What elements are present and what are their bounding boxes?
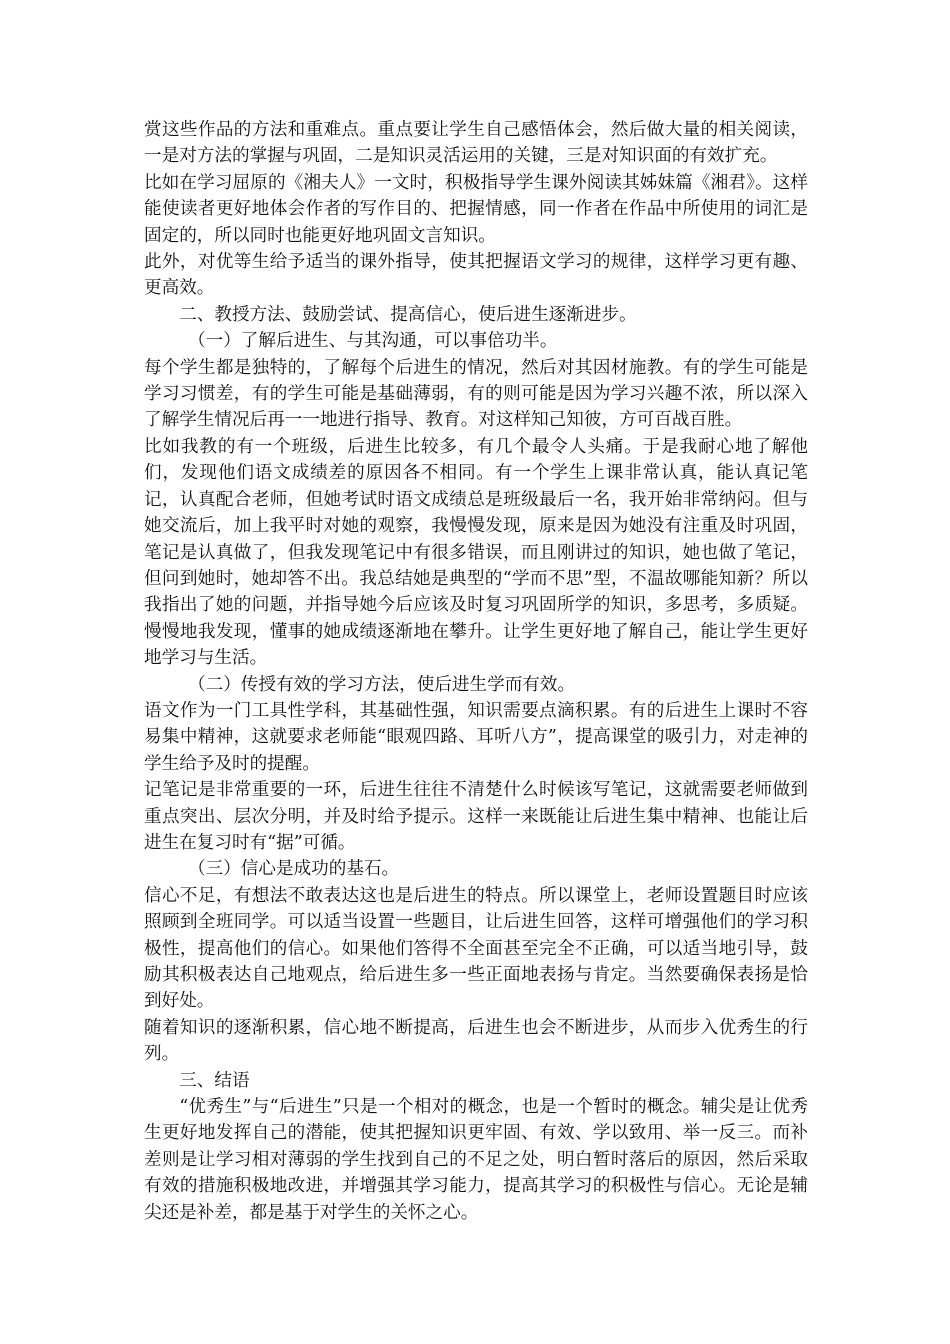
body-paragraph: 随着知识的逐渐积累，信心地不断提高，后进生也会不断进步，从而步入优秀生的行列。: [144, 1017, 808, 1065]
document-body: [144, 117, 808, 1226]
conclusion-paragraph: “优秀生”与“后进生”只是一个相对的概念，也是一个暂时的概念。辅尖是让优秀生更好地发挥自己的潜能，使其把握知识更牢固、有效、学以致用、举一反三。而补差则是让学习相对薄弱的学生找到自己的不足之处，明白暂时落后的原因，然后采取有效的措施积极地改进，并增强其学习能力，提高其学习的积极性与信心。无论是辅尖还是补差，都是基于对学生的关怀之心。: [144, 1097, 808, 1223]
subsection-heading: （一）了解后进生、与其沟通，可以事倍功半。: [188, 331, 558, 352]
body-paragraph: 每个学生都是独特的，了解每个后进生的情况，然后对其因材施教。有的学生可能是学习习惯差，有的学生可能是基础薄弱，有的则可能是因为学习兴趣不浓，所以深入了解学生情况后再一一地进行指导、教育。对这样知己知彼，方可百战百胜。: [144, 357, 808, 431]
section-heading: 三、结语: [179, 1070, 250, 1091]
body-paragraph: 比如我教的有一个班级，后进生比较多，有几个最令人头痛。于是我耐心地了解他们，发现他们语文成绩差的原因各不相同。有一个学生上课非常认真，能认真记笔记，认真配合老师，但她考试时语文成绩总是班级最后一名，我开始非常纳闷。但与她交流后，加上我平时对她的观察，我慢慢发现，原来是因为她没有注重及时巩固，笔记是认真做了，但我发现笔记中有很多错误，而且刚讲过的知识，她也做了笔记，但问到她时，她却答不出。我总结她是典型的“学而不思”型，不温故哪能知新？所以我指出了她的问题，并指导她今后应该及时复习巩固所学的知识，多思考，多质疑。慢慢地我发现，懂事的她成绩逐渐地在攀升。让学生更好地了解自己，能让学生更好地学习与生活。: [144, 436, 808, 669]
body-paragraph: 赏这些作品的方法和重难点。重点要让学生自己感悟体会，然后做大量的相关阅读，一是对方法的掌握与巩固，二是知识灵活运用的关键，三是对知识面的有效扩充。: [144, 120, 808, 167]
subsection-heading: （二）传授有效的学习方法，使后进生学而有效。: [188, 674, 576, 695]
body-paragraph: 比如在学习屈原的《湘夫人》一文时，积极指导学生课外阅读其姊妹篇《湘君》。这样能使读者更好地体会作者的写作目的、把握情感，同一作者在作品中所使用的词汇是固定的，所以同时也能更好地巩固文言知识。: [144, 172, 808, 246]
body-paragraph: 语文作为一门工具性学科，其基础性强，知识需要点滴积累。有的后进生上课时不容易集中精神，这就要求老师能“眼观四路、耳听八方”，提高课堂的吸引力，对走神的学生给予及时的提醒。: [144, 700, 808, 774]
body-paragraph: 信心不足，有想法不敢表达这也是后进生的特点。所以课堂上，老师设置题目时应该照顾到全班同学。可以适当设置一些题目，让后进生回答，这样可增强他们的学习积极性，提高他们的信心。如果他们答得不全面甚至完全不正确，可以适当地引导，鼓励其积极表达自己地观点，给后进生多一些正面地表扬与肯定。当然要确保表扬是恰到好处。: [144, 885, 808, 1012]
subsection-heading: （三）信心是成功的基石。: [188, 859, 400, 880]
section-heading: 二、教授方法、鼓励尝试、提高信心，使后进生逐渐进步。: [179, 304, 637, 325]
body-paragraph: 此外，对优等生给予适当的课外指导，使其把握语文学习的规律，这样学习更有趣、更高效。: [144, 252, 808, 299]
body-paragraph: 记笔记是非常重要的一环，后进生往往不清楚什么时候该写笔记，这就需要老师做到重点突出、层次分明，并及时给予提示。这样一来既能让后进生集中精神、也能让后进生在复习时有“据”可循。: [144, 780, 808, 853]
